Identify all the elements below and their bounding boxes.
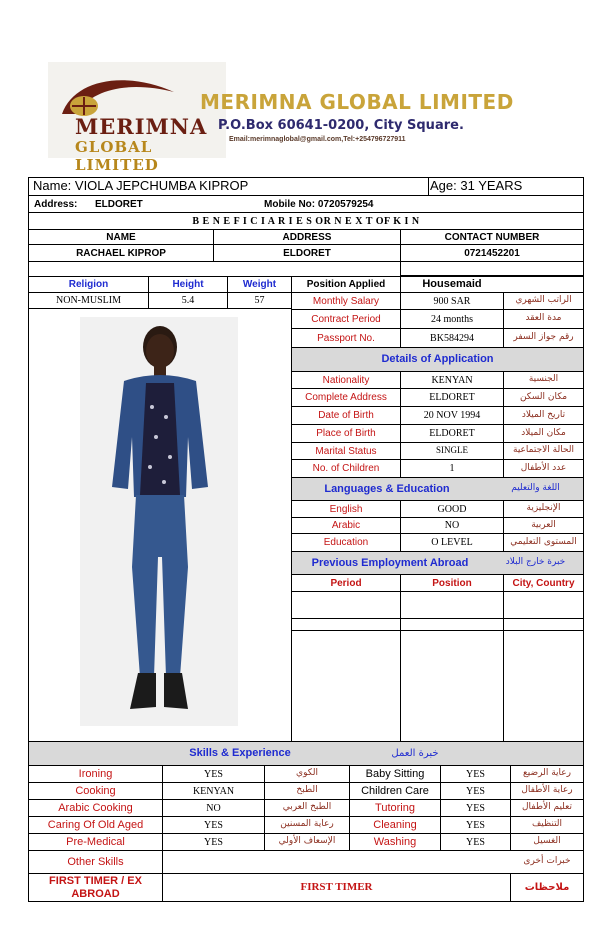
skill-arabic-cooking-value: NO xyxy=(206,802,221,814)
skill-arabic-cooking-ar: الطبخ العربي xyxy=(282,802,332,813)
skill-ironing-value: YES xyxy=(204,768,223,780)
salary-label: Monthly Salary xyxy=(312,295,380,307)
skill-arabic-cooking-label: Arabic Cooking xyxy=(58,801,133,814)
complete-address-ar: مكان السكن xyxy=(519,391,568,402)
arabic-label: Arabic xyxy=(331,520,361,531)
applicant-mobile: Mobile No: 0720579254 xyxy=(264,198,374,210)
contract-period-ar: مدة العقد xyxy=(525,313,562,324)
children-value: 1 xyxy=(449,463,455,474)
skills-title-ar: خبرة العمل xyxy=(391,748,439,759)
remarks-ar: ملاحظات xyxy=(524,882,570,893)
employment-title: Previous Employment Abroad xyxy=(311,556,469,569)
first-timer-label: FIRST TIMER / EX ABROAD xyxy=(49,875,142,900)
place-of-birth-label: Place of Birth xyxy=(316,428,376,439)
date-of-birth-value: 20 NOV 1994 xyxy=(423,410,481,421)
skill-babysitting-label: Baby Sitting xyxy=(365,767,425,780)
beneficiary-header-name: NAME xyxy=(106,231,136,243)
logo-text-merimna: MERIMNA xyxy=(75,114,208,139)
skill-babysitting-value: YES xyxy=(466,768,485,780)
height-header: Height xyxy=(172,279,204,290)
skill-elderly-care-ar: رعاية المسنين xyxy=(280,819,334,830)
application-title: Details of Application xyxy=(381,353,494,366)
place-of-birth-value: ELDORET xyxy=(429,428,475,439)
date-of-birth-ar: تاريخ الميلاد xyxy=(521,409,566,420)
skill-cooking-value: KENYAN xyxy=(192,785,235,797)
skill-cleaning-ar: التنظيف xyxy=(531,819,563,830)
complete-address-value: ELDORET xyxy=(429,392,475,403)
nationality-ar: الجنسية xyxy=(528,374,559,385)
skills-title: Skills & Experience xyxy=(189,747,291,760)
skill-premedical-value: YES xyxy=(204,836,223,848)
children-label: No. of Children xyxy=(312,463,380,474)
nationality-label: Nationality xyxy=(322,374,370,386)
religion-header: Religion xyxy=(68,279,109,290)
passport-ar: رقم جواز السفر xyxy=(513,332,574,343)
arabic-ar: العربية xyxy=(531,519,556,530)
passport-value: BK584294 xyxy=(430,332,474,344)
skill-tutoring-ar: تعليم الأطفال xyxy=(521,802,573,813)
skill-tutoring-label: Tutoring xyxy=(375,801,415,814)
company-address: P.O.Box 60641-0200, City Square. xyxy=(218,118,464,133)
skill-premedical-label: Pre-Medical xyxy=(66,835,125,848)
employment-header-city: City, Country xyxy=(512,577,575,589)
salary-ar: الراتب الشهري xyxy=(515,295,572,306)
skill-ironing-label: Ironing xyxy=(78,767,113,780)
first-timer-value: FIRST TIMER xyxy=(300,881,373,894)
skill-cleaning-value: YES xyxy=(466,819,485,831)
beneficiary-contact: 0721452201 xyxy=(464,247,520,259)
beneficiary-name: RACHAEL KIPROP xyxy=(76,247,166,259)
nationality-value: KENYAN xyxy=(431,374,473,386)
english-label: English xyxy=(329,503,363,515)
skill-premedical-ar: الإسعاف الأولي xyxy=(278,836,336,847)
skill-washing-label: Washing xyxy=(373,835,417,848)
applicant-figure xyxy=(80,317,238,726)
applicant-photo xyxy=(80,317,238,726)
skill-tutoring-value: YES xyxy=(466,802,485,814)
position-applied-label: Position Applied xyxy=(306,279,386,290)
contract-period-label: Contract Period xyxy=(311,313,381,325)
arabic-value: NO xyxy=(444,520,460,531)
english-ar: الإنجليزية xyxy=(526,503,561,514)
skill-cleaning-label: Cleaning xyxy=(373,818,417,831)
date-of-birth-label: Date of Birth xyxy=(318,410,374,421)
applicant-address: ELDORET xyxy=(95,198,143,210)
weight-value: 57 xyxy=(254,295,265,306)
religion-value: NON-MUSLIM xyxy=(56,295,121,306)
beneficiary-address: ELDORET xyxy=(283,247,331,259)
salary-value: 900 SAR xyxy=(433,295,471,307)
marital-status-ar: الحالة الاجتماعية xyxy=(513,445,574,456)
skill-ironing-ar: الكوي xyxy=(296,768,318,779)
company-contact: Email:merimnaglobal@gmail.com,Tel:+254796727911 xyxy=(229,136,406,143)
skill-childcare-ar: رعاية الأطفال xyxy=(521,785,573,796)
languages-title: Languages & Education xyxy=(324,482,450,495)
beneficiary-header-address: ADDRESS xyxy=(282,231,332,243)
education-ar: المستوى التعليمي xyxy=(510,536,577,547)
position-applied-value: Housemaid xyxy=(422,278,482,291)
skill-childcare-label: Children Care xyxy=(361,784,429,797)
applicant-age: Age: 31 YEARS xyxy=(430,178,523,194)
skill-elderly-care-value: YES xyxy=(204,819,223,831)
skill-cooking-label: Cooking xyxy=(75,784,116,797)
skill-elderly-care-label: Caring Of Old Aged xyxy=(47,818,144,831)
complete-address-label: Complete Address xyxy=(305,392,387,403)
marital-status-value: SINGLE xyxy=(436,445,468,456)
employment-header-position: Position xyxy=(432,577,472,589)
employment-header-period: Period xyxy=(330,577,362,589)
languages-title-ar: اللغة والتعليم xyxy=(511,483,560,494)
applicant-name: Name: VIOLA JEPCHUMBA KIPROP xyxy=(33,178,249,194)
skill-washing-ar: الغسيل xyxy=(533,836,561,847)
passport-label: Passport No. xyxy=(317,332,375,344)
education-label: Education xyxy=(323,537,369,548)
other-skills-label: Other Skills xyxy=(67,855,124,868)
beneficiary-header-contact: CONTACT NUMBER xyxy=(444,231,540,243)
logo-text-global: GLOBAL LIMITED xyxy=(75,138,159,174)
place-of-birth-ar: مكان الميلاد xyxy=(521,427,566,438)
other-skills-ar: خبرات أخرى xyxy=(523,856,571,867)
logo-swoosh-icon xyxy=(54,70,184,120)
skill-cooking-ar: الطبخ xyxy=(296,785,318,796)
beneficiary-title: B E N E F I C I A R I E S OR N E X T OF K I N xyxy=(192,215,420,227)
company-name: MERIMNA GLOBAL LIMITED xyxy=(200,90,514,114)
marital-status-label: Marital Status xyxy=(315,445,377,457)
employment-title-ar: خبرة خارج البلاد xyxy=(505,557,566,568)
contract-period-value: 24 months xyxy=(431,313,473,325)
skill-babysitting-ar: رعاية الرضيع xyxy=(522,768,571,779)
weight-header: Weight xyxy=(242,279,277,290)
skill-childcare-value: YES xyxy=(466,785,485,797)
children-ar: عدد الأطفال xyxy=(520,462,567,473)
height-value: 5.4 xyxy=(181,295,195,306)
education-value: O LEVEL xyxy=(431,537,473,548)
skill-washing-value: YES xyxy=(466,836,485,848)
english-value: GOOD xyxy=(437,503,467,515)
address-label: Address: xyxy=(34,198,78,210)
